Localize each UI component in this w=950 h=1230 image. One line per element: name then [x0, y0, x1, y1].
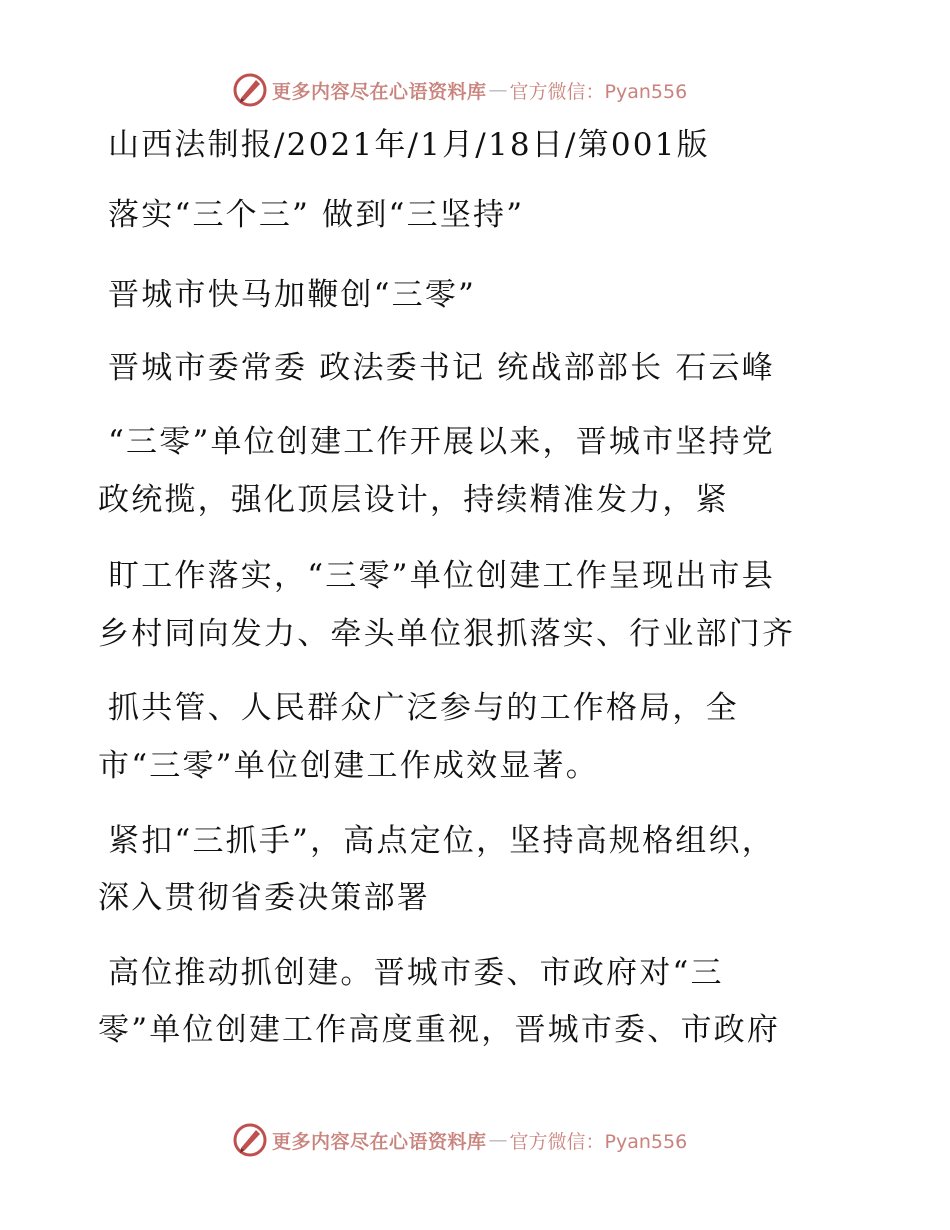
pen-logo-icon: [232, 1122, 268, 1158]
section-heading: 紧扣“三抓手”，高点定位，坚持高规格组织，: [108, 823, 775, 859]
watermark-dash: —: [488, 1129, 508, 1151]
pen-logo-icon: [232, 72, 268, 108]
watermark-wechat: 官方微信：Pyan556: [509, 1130, 688, 1153]
body-line: 政统揽，强化顶层设计，持续精准发力，紧: [98, 482, 729, 518]
body-line: 高位推动抓创建。晋城市委、市政府对“三: [108, 955, 724, 991]
body-line: 零”单位创建工作高度重视，晋城市委、市政府: [98, 1012, 781, 1048]
subheadline: 晋城市快马加鞭创“三零”: [108, 277, 477, 313]
headline: 落实“三个三” 做到“三坚持”: [108, 197, 525, 233]
watermark-footer: [232, 1120, 687, 1160]
body-line: 抓共管、人民群众广泛参与的工作格局，全: [108, 690, 739, 726]
watermark-wechat: 官方微信：Pyan556: [509, 80, 688, 103]
watermark-header: [232, 70, 687, 110]
body-line: 盯工作落实，“三零”单位创建工作呈现出市县: [108, 558, 775, 594]
body-line: 深入贯彻省委决策部署: [98, 880, 430, 916]
watermark-text: 更多内容尽在心语资料库: [272, 1130, 487, 1153]
publication-line: 山西法制报/2021年/1月/18日/第001版: [108, 127, 710, 163]
body-line: 市“三零”单位创建工作成效显著。: [98, 748, 599, 784]
author-byline: 晋城市委常委 政法委书记 统战部部长 石云峰: [108, 350, 775, 386]
body-line: “三零”单位创建工作开展以来，晋城市坚持党: [108, 424, 775, 460]
watermark-dash: —: [488, 79, 508, 101]
watermark-text: 更多内容尽在心语资料库: [272, 80, 487, 103]
body-line: 乡村同向发力、牵头单位狠抓落实、行业部门齐: [98, 616, 796, 652]
